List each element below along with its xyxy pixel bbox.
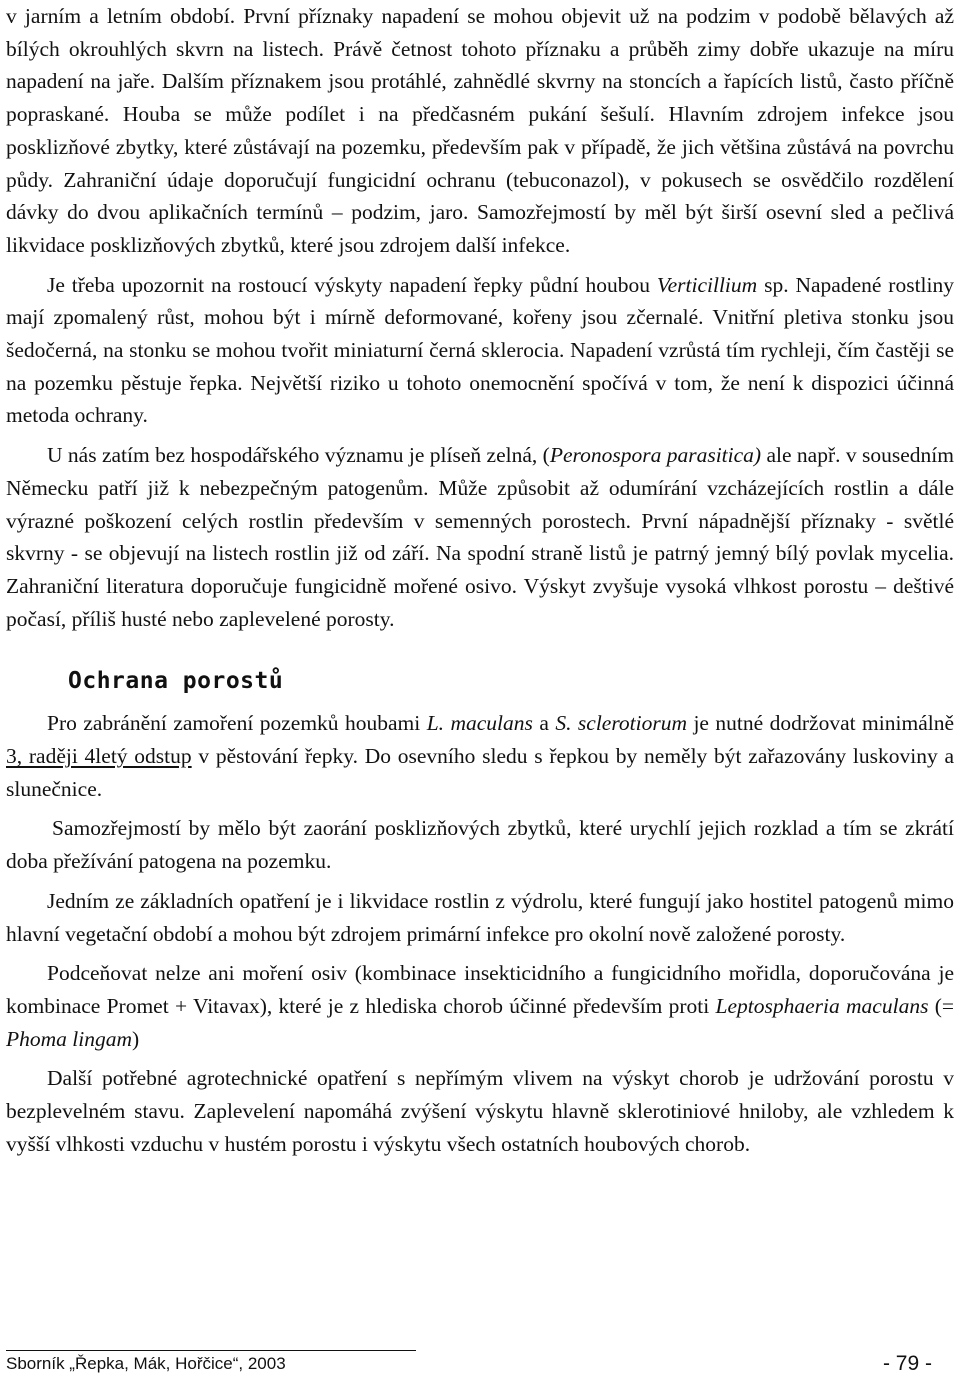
text-run: Je třeba upozornit na rostoucí výskyty napadení řepky půdní houbou [47,272,657,297]
paragraph-ploughing: Samozřejmostí by mělo být zaorání posklizňových zbytků, které urychlí jejich rozklad a tím se zkrátí doba přežívání patogena na pozemku. [6,816,954,874]
latin-name: Verticillium [656,272,758,297]
latin-name: Leptosphaeria maculans [715,993,929,1018]
text-run: sp. Napadené rostliny mají zpomalený růst, mohou být i mírně deformované, kořeny jsou zčernalé. Vnitřní pletiva stonku jsou šedočerná, na stonku se mohou tvořit miniaturní černá sklerocia. Napadení vzrůstá tím rychleji, čím častěji se na pozemku pěstuje řepka. Největší riziko u tohoto onemocnění spočívá v tom, že není k dispozici účinná metoda ochrany. [6,272,954,428]
footer-source: Sborník „Řepka, Mák, Hořčice“, 2003 [6,1354,286,1373]
text-run: ) [132,1026,140,1051]
footer-divider [6,1350,416,1351]
text-run: a [532,711,556,736]
paragraph-phoma-continued: v jarním a letním období. První příznaky napadení se mohou objevit už na podzim v podobě bělavých až bílých okrouhlých skvrn na listech. Právě četnost tohoto příznaku a průběh zimy dobře ukazuje na míru napadení na jaře. Dalším příznakem jsou protáhlé, zahnědlé skvrny na stoncích a řapících listů, často příčně popraskané. Houba se může podílet i na předčasném pukání šešulí. Hlavním zdrojem infekce jsou posklizňové zbytky, které zůstávají na pozemku, především pak v případě, že jich většina zůstává na povrchu půdy. Zahraniční údaje doporučují fungicidní ochranu (tebuconazol), v pokusech se osvědčilo rozdělení dávky do dvou aplikačních termínů – podzim, jaro. Samozřejmostí by měl být širší osevní sled a pečlivá likvidace posklizňových zbytků, které jsou zdrojem další infekce. [6,4,954,257]
text-run: v pěstování řepky. Do osevního sledu s řepkou by neměly být zařazovány luskoviny a slunečnice. [6,744,954,801]
paragraph-peronospora [6,439,954,635]
text-run: Podceňovat nelze ani moření osiv (kombinace insekticidního a fungicidního mořidla, doporučována je kombinace Promet + Vitavax), které je z hlediska chorob účinné především proti [6,961,954,1018]
latin-name: S. sclerotiorum [555,711,688,736]
text-run: ale např. v sousedním Německu patří již k nebezpečným patogenům. Může způsobit až odumírání vzcházejících rostlin a dále výrazné poškození celých rostlin především v semenných porostech. První nápadnější příznaky - světlé skvrny - se objevují na listech rostlin již od září. Na spodní straně listů je patrný jemný bílý povlak mycelia. Zahraniční literatura doporučuje fungicidně mořené osivo. Výskyt zvyšuje vysoká vlhkost porostu – deštivé počasí, příliš husté nebo zaplevelené porosty. [6,443,954,631]
text-run: (= [928,993,954,1018]
text-run: U nás zatím bez hospodářského významu je plíseň zelná, ( [47,443,550,468]
text-run: Pro zabránění zamoření pozemků houbami [47,711,427,736]
paragraph-seed-treatment [6,957,954,1055]
latin-name: Phoma lingam [6,1026,133,1051]
text-run: je nutné dodržovat minimálně [687,711,955,736]
page-number: - 79 - [882,1352,932,1375]
latin-name: Peronospora parasitica) [549,443,762,468]
section-heading: Ochrana porostů [68,668,284,695]
paragraph-weed-control: Další potřebné agrotechnické opatření s nepřímým vlivem na výskyt chorob je udržování porostu v bezplevelném stavu. Zaplevelení napomáhá zvýšení výskytu hlavně sklerotiniové hniloby, ale vzhledem k vyšší vlhkosti vzduchu v hustém porostu i výskytu všech ostatních houbových chorob. [6,1066,954,1156]
latin-name: L. maculans [426,711,533,736]
underlined-text: 3, raději 4letý odstup [6,744,192,769]
paragraph-crop-rotation [6,707,954,805]
body-text [6,0,954,1161]
paragraph-verticillium [6,269,954,433]
paragraph-volunteer-plants: Jedním ze základních opatření je i likvidace rostlin z výdrolu, které fungují jako hostitel patogenů mimo hlavní vegetační období a mohou být zdrojem primární infekce pro okolní nově založené porosty. [6,888,954,946]
